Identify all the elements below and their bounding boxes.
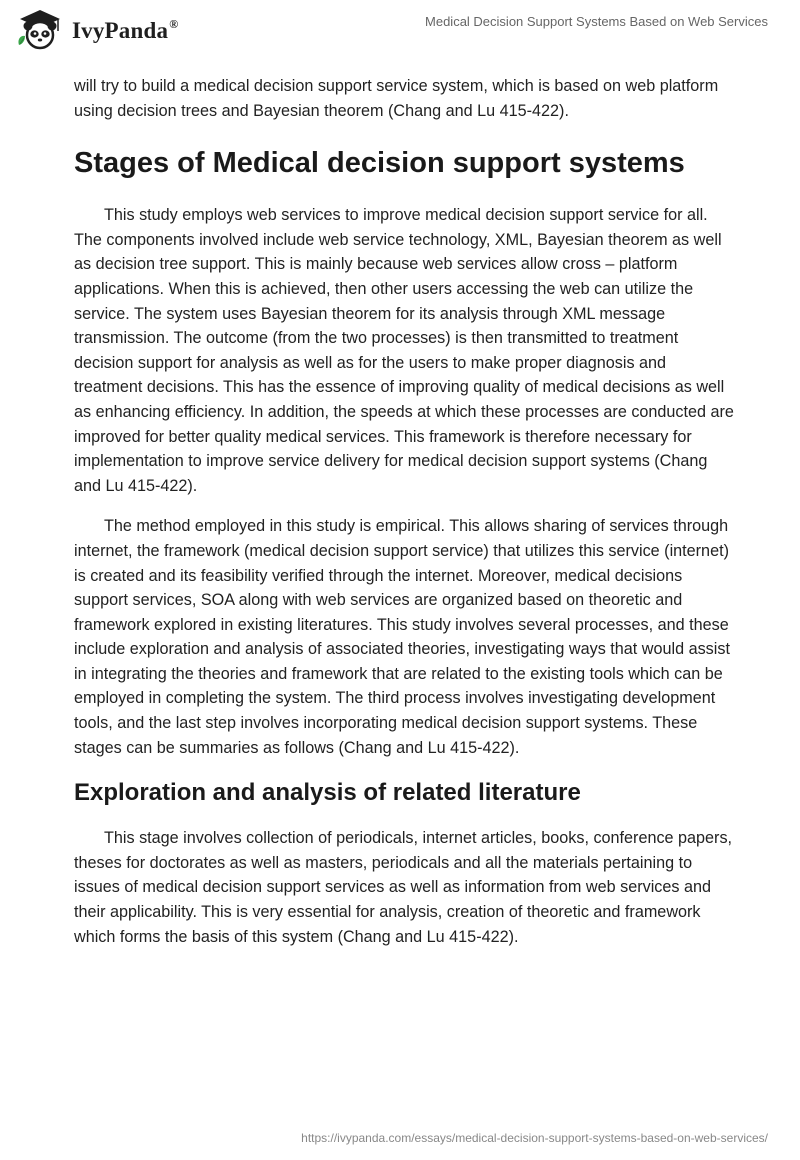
brand-name: IvyPanda® (72, 16, 179, 43)
paragraph-exploration: This stage involves collection of periodicals, internet articles, books, conference papers, theses for doctorates as well as masters, periodicals and all the materials pertaining to issues of medical decision support services as well as information from web services and their applicability. This is very essential for analysis, creation of theoretic and framework which forms the basis of this system (Chang and Lu 415-422). (74, 829, 733, 946)
paragraph-web-services: This study employs web services to improve medical decision support service for all. The components involved include web service technology, XML, Bayesian theorem as well as decision tree support. This is mainly because web services allow cross – platform applications. When this is achieved, then other users accessing the web can utilize the service. The system uses Bayesian theorem for its analysis through XML message transmission. The outcome (from the two processes) is then transmitted to treatment decision support for analysis as well as for the users to make proper diagnosis and treatment decisions. This has the essence of improving quality of medical decisions as well as enhancing efficiency. In addition, the speeds at which these processes are conducted are improved for better quality medical services. This framework is therefore necessary for implementation to improve service delivery for medical decision support systems (Chang and Lu 415-422). (74, 206, 734, 495)
section-heading-stages: Stages of Medical decision support systems (74, 147, 685, 180)
ivypanda-logo[interactable] (14, 7, 178, 51)
document-title: Medical Decision Support Systems Based on Web Services (425, 14, 768, 29)
intro-paragraph: will try to build a medical decision support service system, which is based on web platform using decision trees and Bayesian theorem (Chang and Lu 415-422). (74, 77, 719, 120)
section-heading-exploration: Exploration and analysis of related literature (74, 779, 581, 807)
page-header (0, 0, 800, 62)
source-url[interactable]: https://ivypanda.com/essays/medical-decision-support-systems-based-on-web-services/ (301, 1131, 768, 1145)
article-body (74, 74, 734, 965)
panda-graduate-icon (14, 7, 66, 51)
paragraph-method: The method employed in this study is empirical. This allows sharing of services through internet, the framework (medical decision support service) that utilizes this service (internet) is created and its feasibility verified through the internet. Moreover, medical decisions support services, SOA along with web services are organized based on theoretic and framework explored in existing literatures. This study involves several processes, and these include exploration and analysis of associated theories, investigating ways that would assist in integrating the theories and framework that are related to the existing tools which can be employed in completing the system. The third process involves investigating development tools, and the last step involves incorporating medical decision support systems. These stages can be summaries as follows (Chang and Lu 415-422). (74, 517, 730, 757)
